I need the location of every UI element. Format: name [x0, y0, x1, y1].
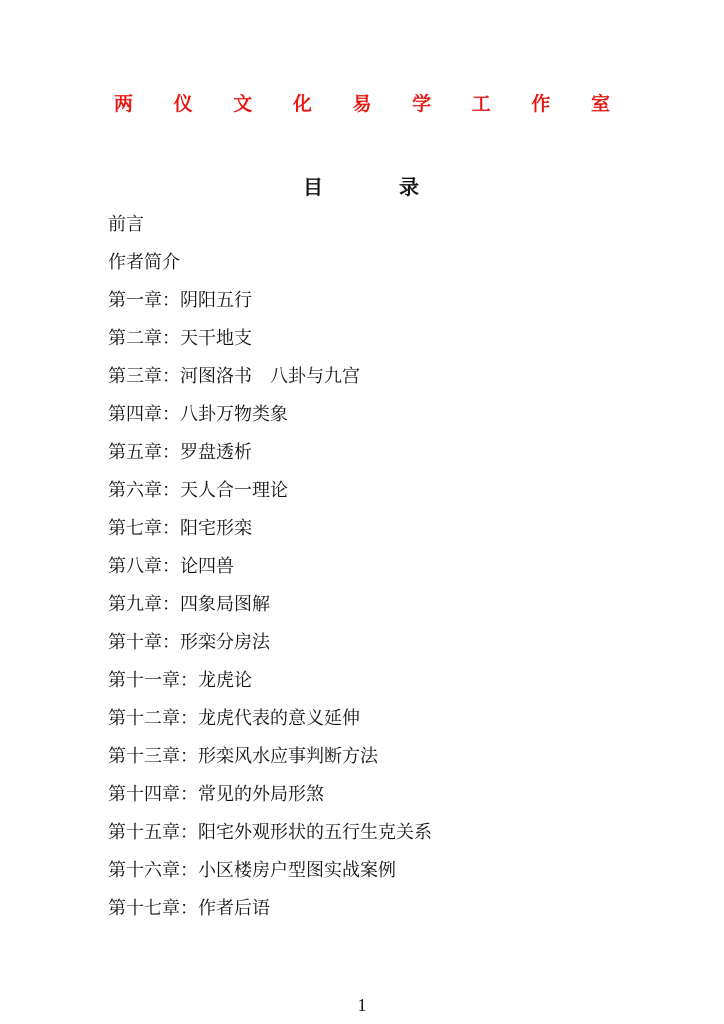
- toc-heading-right: 录: [399, 175, 421, 199]
- toc-heading-left: 目: [303, 175, 325, 199]
- toc-entry-chapter-14: 第十四章：常见的外局形煞: [108, 784, 324, 805]
- toc-entry-chapter-9: 第九章：四象局图解: [108, 594, 270, 615]
- toc-entry-preface: 前言: [108, 214, 144, 235]
- toc-entry-chapter-2: 第二章：天干地支: [108, 328, 252, 349]
- toc-entry-chapter-3: 第三章：河图洛书 八卦与九宫: [108, 366, 360, 387]
- toc-entry-chapter-16: 第十六章：小区楼房户型图实战案例: [108, 860, 396, 881]
- toc-entry-chapter-5: 第五章：罗盘透析: [108, 442, 252, 463]
- toc-entry-chapter-17: 第十七章：作者后语: [108, 898, 270, 919]
- toc-entry-chapter-8: 第八章：论四兽: [108, 556, 234, 577]
- studio-title: 两 仪 文 化 易 学 工 作 室: [114, 93, 627, 115]
- table-of-contents: [108, 212, 432, 934]
- toc-entry-chapter-1: 第一章：阴阳五行: [108, 290, 252, 311]
- toc-entry-chapter-6: 第六章：天人合一理论: [108, 480, 288, 501]
- toc-heading: [0, 174, 724, 200]
- toc-entry-chapter-13: 第十三章：形栾风水应事判断方法: [108, 746, 378, 767]
- toc-entry-author-intro: 作者简介: [108, 252, 180, 273]
- toc-entry-chapter-10: 第十章：形栾分房法: [108, 632, 270, 653]
- toc-entry-chapter-12: 第十二章：龙虎代表的意义延伸: [108, 708, 360, 729]
- toc-entry-chapter-15: 第十五章：阳宅外观形状的五行生克关系: [108, 822, 432, 843]
- toc-entry-chapter-4: 第四章：八卦万物类象: [108, 404, 288, 425]
- toc-entry-chapter-7: 第七章：阳宅形栾: [108, 518, 252, 539]
- toc-entry-chapter-11: 第十一章：龙虎论: [108, 670, 252, 691]
- page-number: 1: [357, 995, 367, 1015]
